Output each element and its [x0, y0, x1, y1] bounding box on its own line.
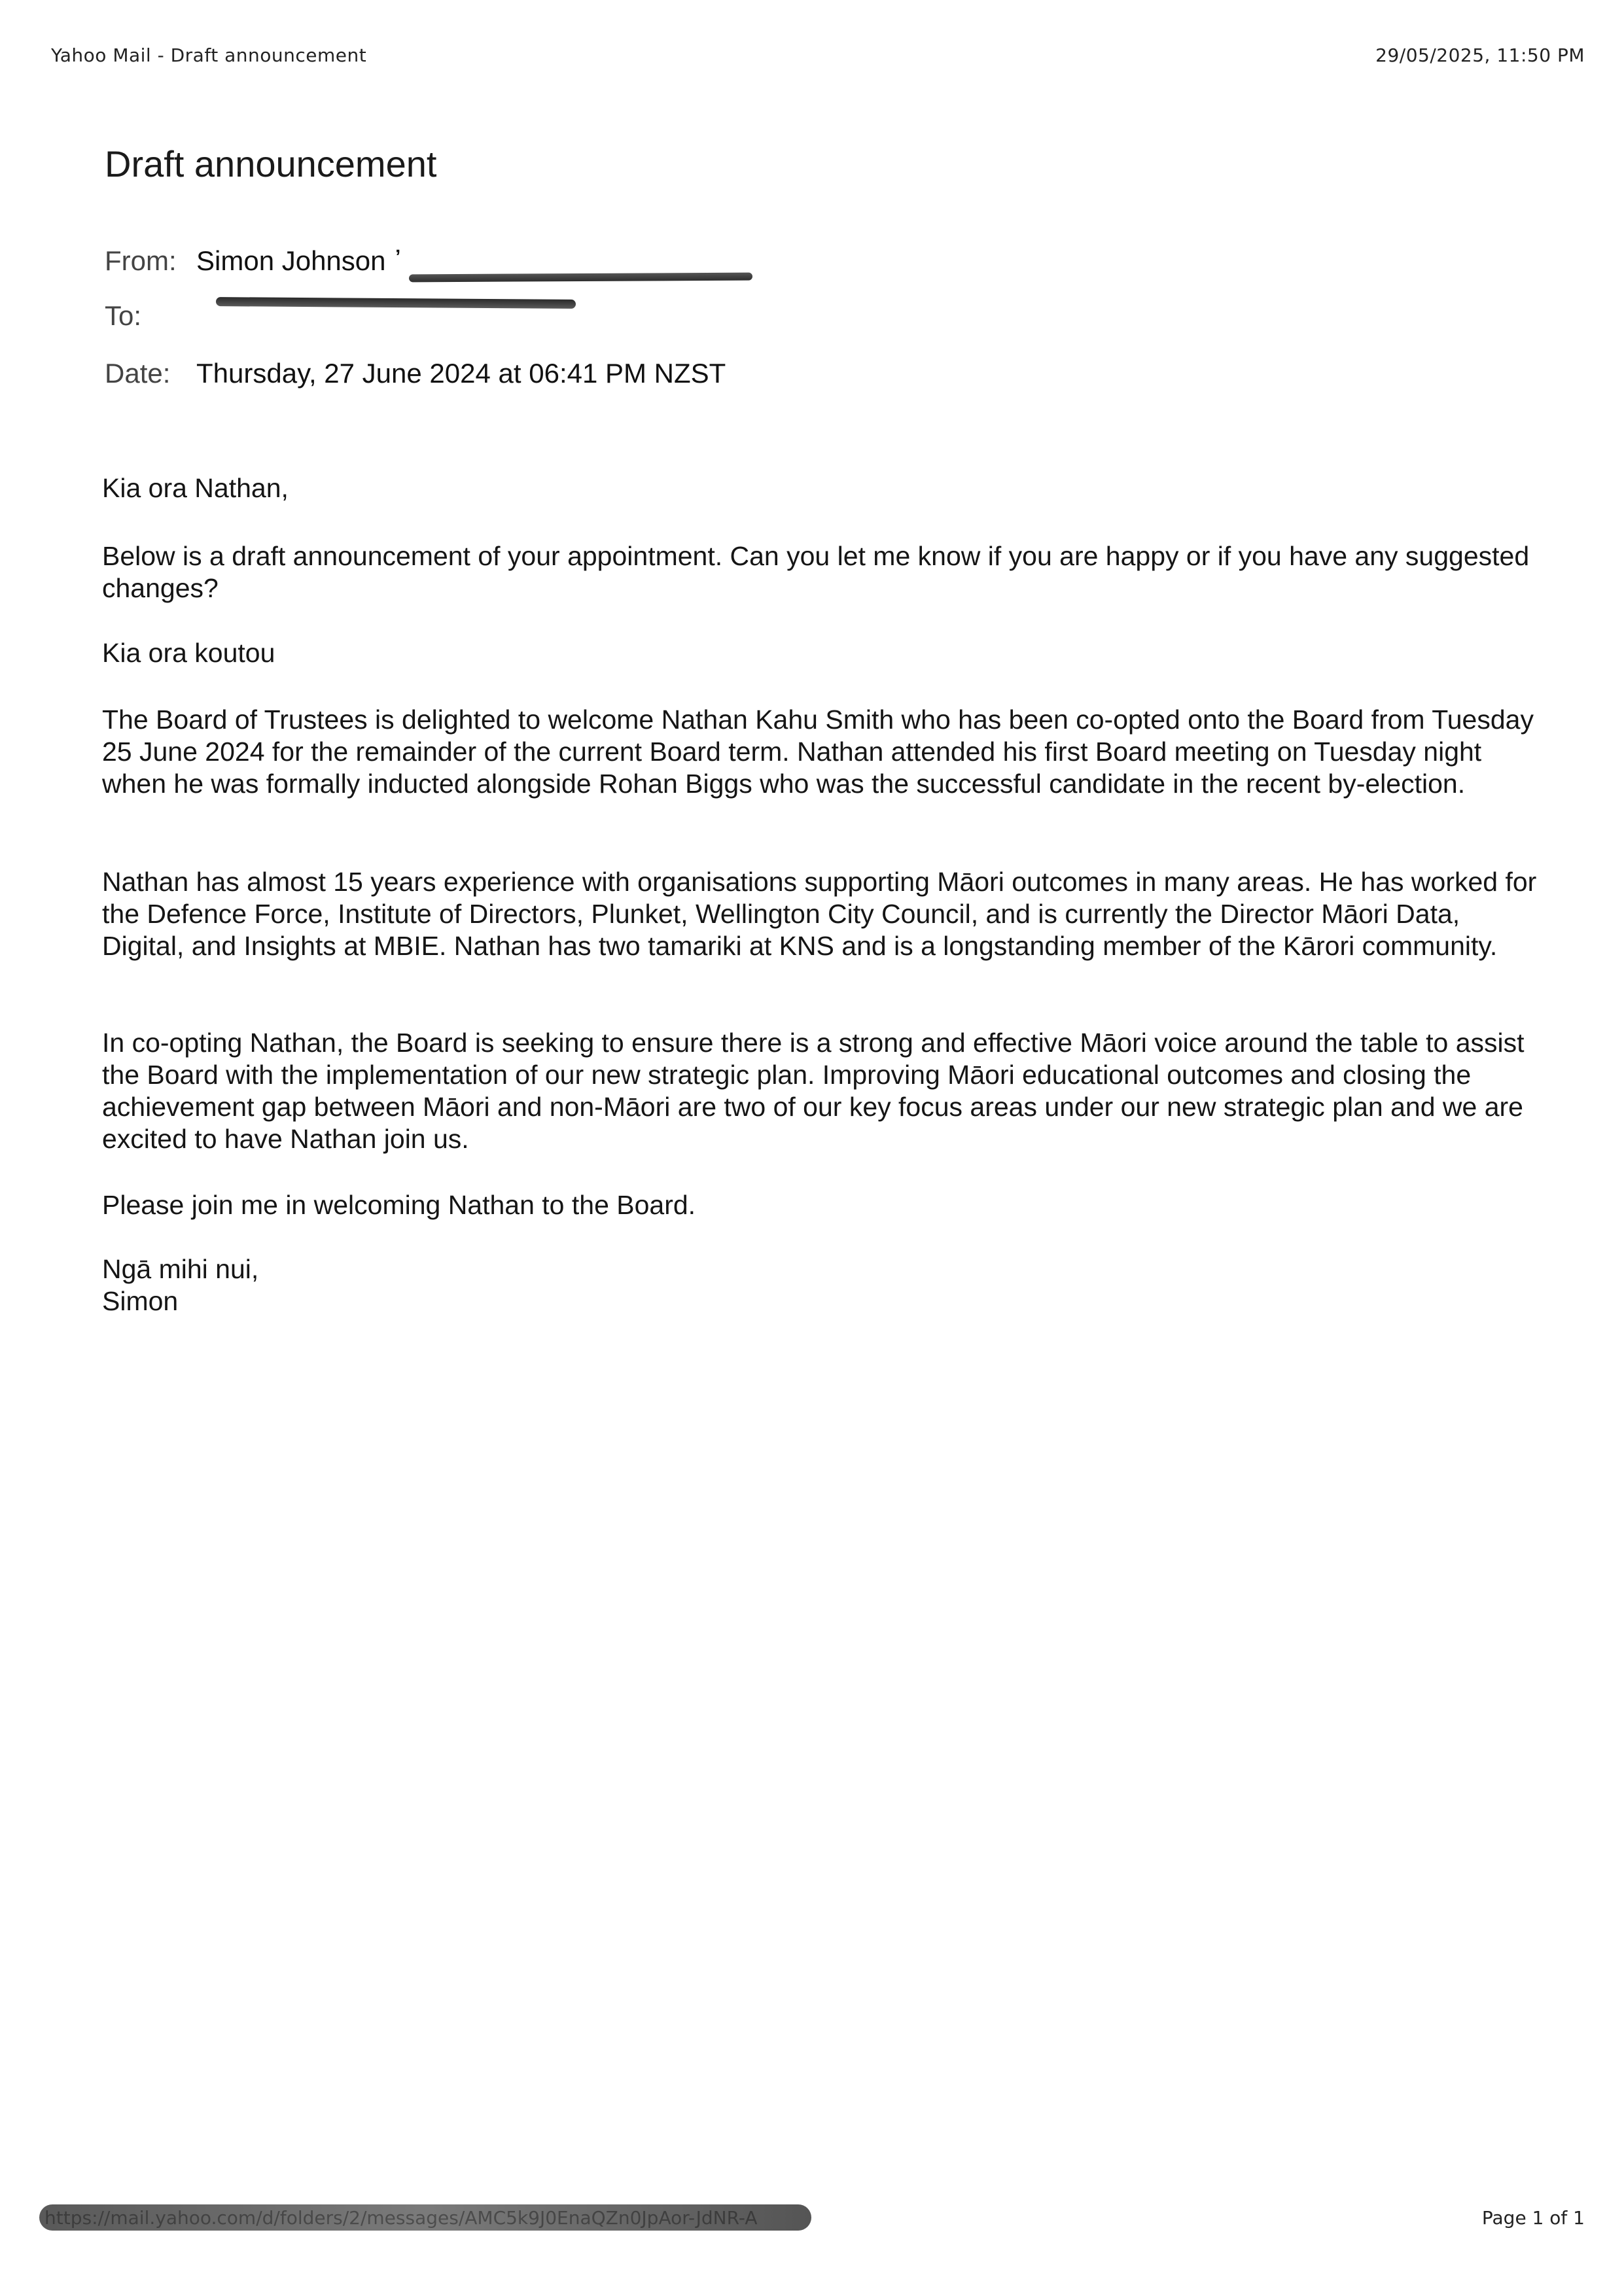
- date-value: Thursday, 27 June 2024 at 06:41 PM NZST: [196, 358, 726, 389]
- to-label: To:: [105, 300, 142, 331]
- footer-url-redaction: [39, 2204, 811, 2231]
- print-header: [51, 44, 1585, 71]
- body-signoff: [102, 1253, 1542, 1317]
- body-paragraph-1: The Board of Trustees is delighted to welcome Nathan Kahu Smith who has been co-opted onto the Board from Tuesday 25 June 2024 for the remainder of the current Board term. Nathan attended his first Board meeting on Tuesday night when he was formally inducted alongside Rohan Biggs who was the successful candidate in the recent by-election.: [102, 704, 1534, 799]
- body-paragraph-3: In co-opting Nathan, the Board is seeking to ensure there is a strong and effective Māori voice around the table to assist the Board with the implementation of our new strategic plan. Improving Māori educational outcomes and closing the achievement gap between Māori and non-Māori are two of our key focus areas under our new strategic plan and we are excited to have Nathan join us.: [102, 1028, 1525, 1154]
- body-koutou: Kia ora koutou: [102, 638, 275, 668]
- from-value: Simon Johnson: [196, 245, 386, 276]
- date-label: Date:: [105, 358, 171, 389]
- from-email-redaction: [409, 273, 752, 283]
- signoff-line-2: Simon: [102, 1286, 179, 1316]
- date-row: [105, 357, 726, 390]
- print-timestamp: 29/05/2025, 11:50 PM: [1375, 44, 1585, 66]
- page-number: Page 1 of 1: [1481, 2207, 1585, 2229]
- body-join: Please join me in welcoming Nathan to the Board.: [102, 1190, 696, 1220]
- signoff-line-1: Ngā mihi nui,: [102, 1254, 259, 1284]
- body-greeting: Kia ora Nathan,: [102, 473, 289, 503]
- email-subject: Draft announcement: [105, 143, 437, 184]
- footer-url-container: [39, 2202, 811, 2233]
- to-row: [105, 300, 141, 332]
- print-page-title: Yahoo Mail - Draft announcement: [51, 44, 367, 66]
- from-row: [105, 245, 386, 277]
- print-footer: [39, 2202, 1585, 2233]
- body-paragraph-2: Nathan has almost 15 years experience with organisations supporting Māori outcomes in many areas. He has worked for the Defence Force, Institute of Directors, Plunket, Wellington City Council, and is currently the Director Māori Data, Digital, and Insights at MBIE. Nathan has two tamariki at KNS and is a longstanding member of the Kārori community.: [102, 867, 1537, 961]
- from-tick-mark: ʼ: [395, 246, 401, 268]
- to-recipient-redaction: [216, 297, 576, 309]
- body-intro: Below is a draft announcement of your appointment. Can you let me know if you are happy or if you have any suggested changes?: [102, 541, 1530, 603]
- from-label: From:: [105, 245, 177, 276]
